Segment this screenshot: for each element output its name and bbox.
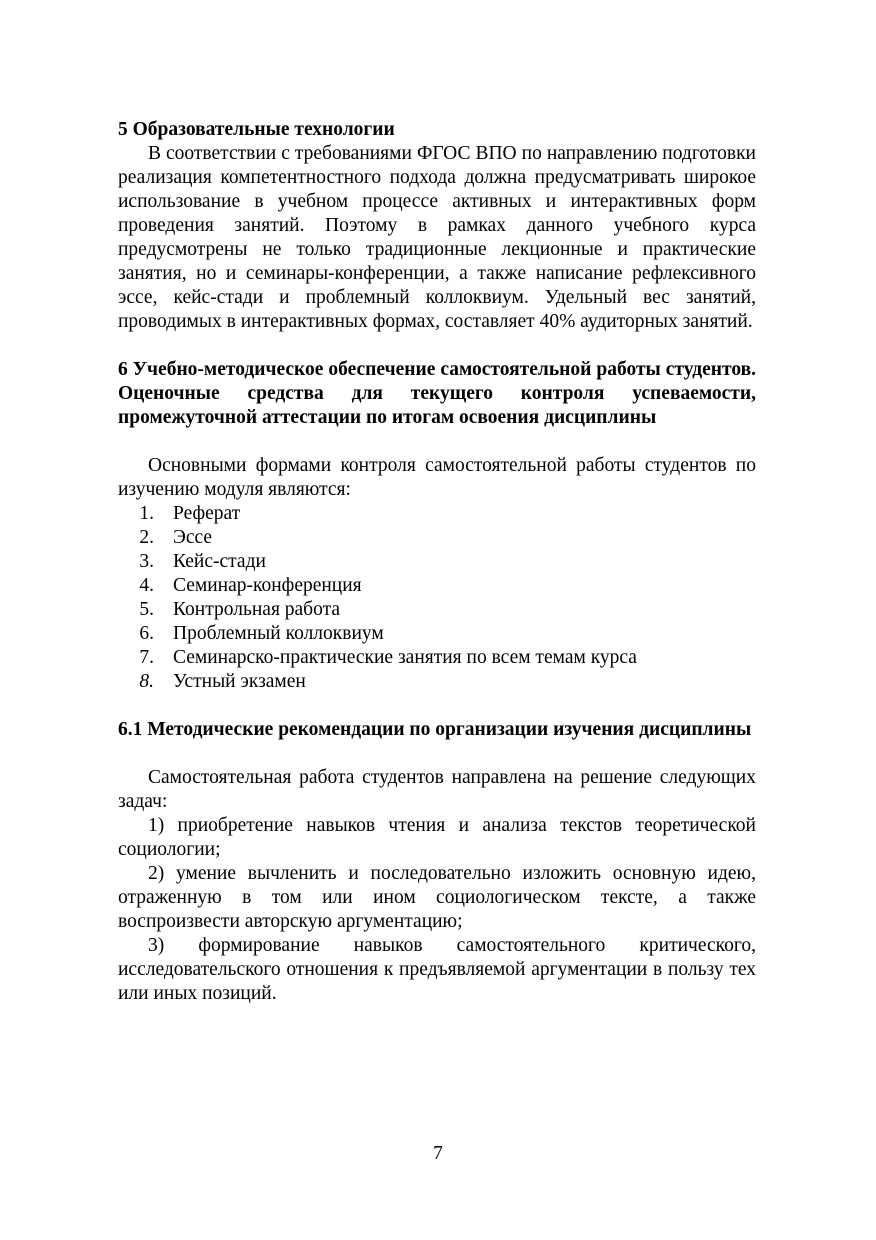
task-item: 1) приобретение навыков чтения и анализа текстов теоретической социологии; xyxy=(118,815,756,860)
list-item-number: 8. xyxy=(139,671,154,692)
document-page xyxy=(118,118,756,1006)
list-item-number: 1. xyxy=(139,503,154,524)
list-item-text: Семинар-конференция xyxy=(173,575,362,596)
task-item: 2) умение вычленить и последовательно изложить основную идею, отраженную в том или ином социологическом тексте, а также воспроизвести авторскую аргументацию; xyxy=(118,863,756,932)
list-item-text: Контрольная работа xyxy=(173,599,341,620)
list-item xyxy=(118,502,756,526)
list-item-number: 7. xyxy=(139,647,154,668)
list-item-number: 5. xyxy=(139,599,154,620)
list-item-text: Реферат xyxy=(173,503,241,524)
task-item: 3) формирование навыков самостоятельного критического, исследовательского отношения к предъявляемой аргументации в пользу тех или иных позиций. xyxy=(118,935,756,1004)
list-item-number: 6. xyxy=(139,623,154,644)
section-6-1-intro: Самостоятельная работа студентов направлена на решение следующих задач: xyxy=(118,767,756,812)
section-5-body: В соответствии с требованиями ФГОС ВПО по направлению подготовки реализация компетентностного подхода должна предусматривать широкое использование в учебном процессе активных и интерактивных форм проведения занятий. Поэтому в рамках данного учебного курса предусмотрены не только традиционные лекционные и практические занятия, но и семинары-конференции, а также написание рефлексивного эссе, кейс-стади и проблемный коллоквиум. Удельный вес занятий, проводимых в интерактивных формах, составляет 40% аудиторных занятий. xyxy=(118,143,756,332)
list-item-number: 2. xyxy=(139,527,154,548)
list-item-text: Эссе xyxy=(173,527,213,548)
list-item xyxy=(118,646,756,670)
list-item xyxy=(118,574,756,598)
list-item xyxy=(118,622,756,646)
list-item xyxy=(118,598,756,622)
list-item xyxy=(118,526,756,550)
list-item-number: 3. xyxy=(139,551,154,572)
spacer xyxy=(118,334,756,358)
spacer xyxy=(118,742,756,766)
list-item-text: Устный экзамен xyxy=(173,671,306,692)
list-item-text: Кейс-стади xyxy=(173,551,266,572)
spacer xyxy=(118,430,756,454)
section-5-heading: 5 Образовательные технологии xyxy=(118,119,395,140)
page-number: 7 xyxy=(433,1143,443,1164)
control-forms-list xyxy=(118,502,756,694)
list-item xyxy=(118,550,756,574)
section-6-heading: 6 Учебно-методическое обеспечение самостоятельной работы студентов. Оценочные средства для текущего контроля успеваемости, промежуточной аттестации по итогам освоения дисциплины xyxy=(118,359,756,428)
list-item xyxy=(118,670,756,694)
list-item-number: 4. xyxy=(139,575,154,596)
list-item-text: Проблемный коллоквиум xyxy=(173,623,384,644)
list-item-text: Семинарско-практические занятия по всем темам курса xyxy=(173,647,637,668)
section-6-1-heading: 6.1 Методические рекомендации по организации изучения дисциплины xyxy=(118,719,752,740)
section-6-intro: Основными формами контроля самостоятельной работы студентов по изучению модуля являются: xyxy=(118,455,756,500)
spacer xyxy=(118,694,756,718)
